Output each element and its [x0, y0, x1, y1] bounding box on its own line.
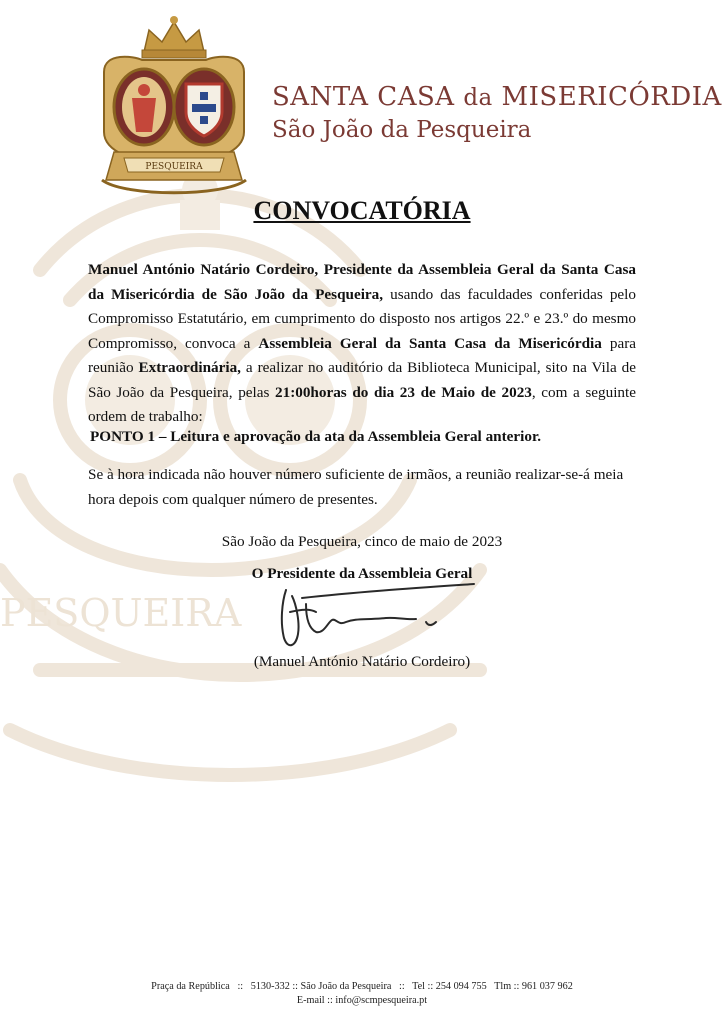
- org-name-part1: SANTA CASA: [272, 82, 464, 112]
- assembly-name: Assembleia Geral da Santa Casa da Misericórdia: [258, 334, 602, 352]
- watermark-label: PESQUEIRA: [0, 591, 242, 635]
- agenda-point: PONTO 1 – Leitura e aprovação da ata da Assembleia Geral anterior.: [90, 428, 542, 445]
- quorum-paragraph: Se à hora indicada não houver número suficiente de irmãos, a reunião realizar-se-á meia hora depois com qualquer número de presentes.: [88, 466, 624, 508]
- convener-intro: Manuel António Natário Cordeiro, Presidente da Assembleia Geral da Santa Casa da Misericórdia de São João da Pesqueira,: [88, 261, 636, 303]
- paragraph-text-a: usando das faculdades conferidas pelo Compromisso Estatutário, em cumprimento do disposto nos artigos 22.º e 23.º do mesmo Compromisso, convoca a: [88, 285, 636, 352]
- footer-address: Praça da República :: 5130-332 :: São João da Pesqueira :: Tel :: 254 094 755 Tlm :: 961 037 962: [151, 981, 573, 992]
- footer-email: E-mail :: info@scmpesqueira.pt: [296, 995, 428, 1006]
- handwritten-signature: [276, 582, 476, 654]
- crest-label: PESQUEIRA: [145, 162, 203, 172]
- paragraph-text-c: a realizar no auditório da Biblioteca Municipal, sito na Vila de São João da Pesqueira, pelas: [88, 359, 636, 401]
- meeting-type: Extraordinária,: [138, 359, 241, 376]
- footer: [0, 980, 724, 1008]
- convocation-paragraph: [88, 258, 636, 430]
- paragraph-text-d: , com a seguinte ordem de trabalho:: [88, 383, 636, 425]
- organization-name: [272, 82, 722, 145]
- institution-crest: [94, 12, 254, 202]
- document-title: CONVOCATÓRIA: [253, 196, 471, 225]
- meeting-datetime: 21:00horas do dia 23 de Maio de 2023: [275, 383, 532, 401]
- place-date: São João da Pesqueira, cinco de maio de 2023: [221, 533, 503, 550]
- org-location: São João da Pesqueira: [272, 117, 532, 143]
- signatory-name: (Manuel António Natário Cordeiro): [253, 653, 471, 670]
- paragraph-text-b: para reunião: [88, 334, 636, 376]
- org-name-line: [272, 82, 722, 113]
- org-name-part2: da: [463, 85, 493, 111]
- signatory-role: O Presidente da Assembleia Geral: [251, 565, 473, 582]
- org-name-part3: MISERICÓRDIA: [492, 82, 722, 112]
